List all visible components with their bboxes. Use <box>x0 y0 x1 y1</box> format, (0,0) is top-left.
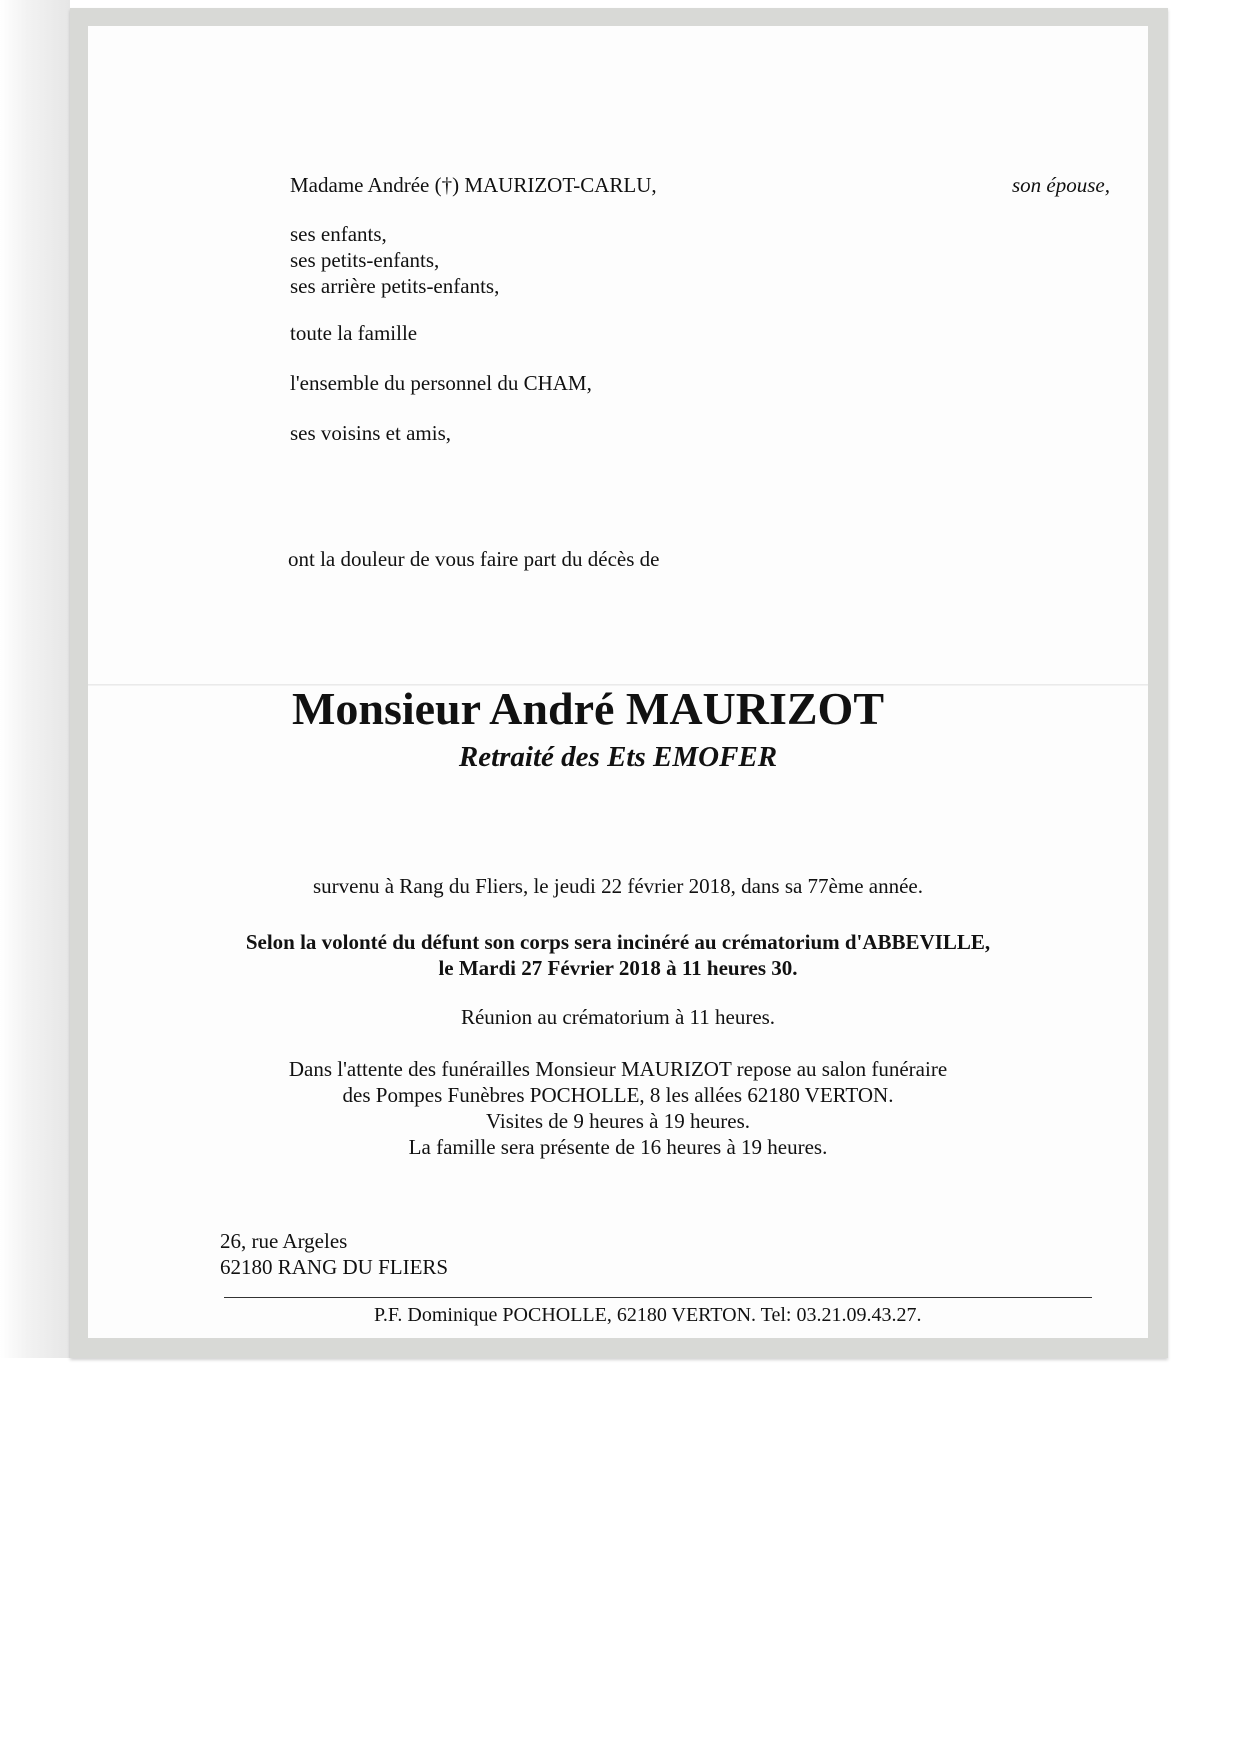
rest-line-2: des Pompes Funèbres POCHOLLE, 8 les allées 62180 VERTON. <box>342 1083 894 1107</box>
staff-line: l'ensemble du personnel du CHAM, <box>290 371 592 395</box>
funeral-home-footer: P.F. Dominique POCHOLLE, 62180 VERTON. Tel: 03.21.09.43.27. <box>374 1304 922 1326</box>
children-line: ses enfants, <box>290 222 387 246</box>
death-details: survenu à Rang du Fliers, le jeudi 22 février 2018, dans sa 77ème année. <box>313 874 923 898</box>
announcement-card <box>88 26 1148 1338</box>
visits-line: Visites de 9 heures à 19 heures. <box>485 1109 751 1133</box>
neighbors-line: ses voisins et amis, <box>290 421 451 445</box>
scan-edge <box>0 0 70 1358</box>
meeting-line: Réunion au crématorium à 11 heures. <box>460 1005 776 1029</box>
announcement-card-frame <box>70 8 1168 1358</box>
cremation-line-2: le Mardi 27 Février 2018 à 11 heures 30. <box>438 956 798 980</box>
footer-divider <box>224 1297 1092 1298</box>
great-grandchildren-line: ses arrière petits-enfants, <box>290 274 500 298</box>
whole-family-line: toute la famille <box>290 321 418 345</box>
family-presence-line: La famille sera présente de 16 heures à 19 heures. <box>408 1135 828 1159</box>
deceased-title: Retraité des Ets EMOFER <box>458 741 778 773</box>
address-street: 26, rue Argeles <box>220 1229 348 1253</box>
announcement-line: ont la douleur de vous faire part du décès de <box>288 547 660 571</box>
spouse-name: Madame Andrée (†) MAURIZOT-CARLU, <box>290 173 657 197</box>
address-city: 62180 RANG DU FLIERS <box>220 1255 449 1279</box>
spouse-role: son épouse, <box>1012 173 1110 197</box>
rest-line-1: Dans l'attente des funérailles Monsieur MAURIZOT repose au salon funéraire <box>288 1057 948 1081</box>
deceased-name: Monsieur André MAURIZOT <box>291 683 885 734</box>
grandchildren-line: ses petits-enfants, <box>290 248 440 272</box>
cremation-line-1: Selon la volonté du défunt son corps sera incinéré au crématorium d'ABBEVILLE, <box>245 930 991 954</box>
